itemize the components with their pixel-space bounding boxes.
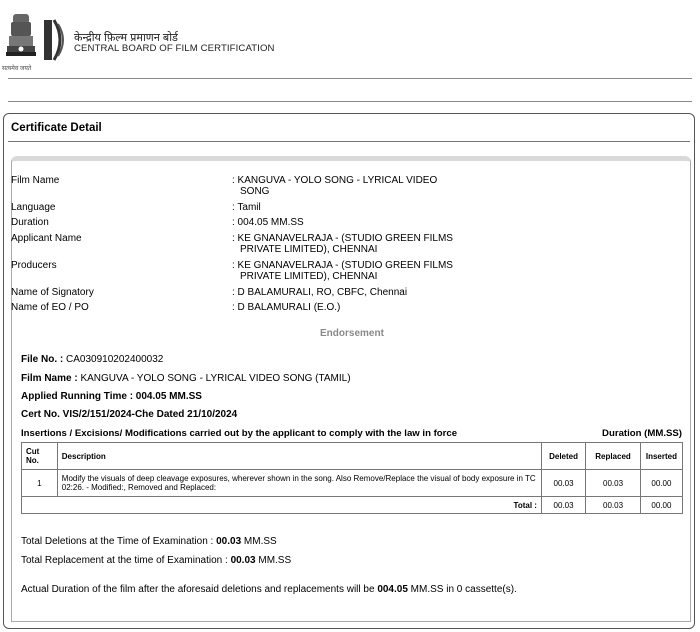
certificate-number: Cert No. VIS/2/151/2024-Che Dated 21/10/2024	[21, 409, 238, 420]
duration-unit-heading: Duration (MM.SS)	[602, 428, 682, 439]
total-deletions	[21, 536, 277, 547]
modifications-table	[21, 442, 683, 514]
endorsed-film-name-label: Film Name :	[21, 373, 78, 384]
page-header	[0, 0, 700, 80]
col-header-cut: Cut	[26, 447, 40, 456]
col-header-description: Description	[57, 443, 541, 470]
total-label: Total :	[22, 497, 542, 514]
actual-duration	[21, 584, 517, 595]
field-label-film-name: Film Name	[11, 175, 60, 186]
file-number-label: File No. :	[21, 354, 64, 365]
actual-duration-suffix: MM.SS in 0 cassette(s).	[407, 584, 517, 595]
endorsed-film-name-value: KANGUVA - YOLO SONG - LYRICAL VIDEO SONG (TAMIL)	[77, 373, 351, 384]
field-label-applicant: Applicant Name	[11, 233, 82, 244]
header-divider-bottom	[8, 101, 692, 102]
col-header-inserted: Inserted	[640, 443, 682, 470]
field-label-signatory: Name of Signatory	[11, 287, 94, 298]
field-value-film-name	[232, 175, 437, 197]
field-label-language: Language	[11, 202, 56, 213]
table-total-row	[22, 497, 683, 514]
field-label-eo-po: Name of EO / PO	[11, 302, 89, 313]
field-value-line: : KANGUVA - YOLO SONG - LYRICAL VIDEO	[232, 175, 438, 186]
cell-description: Modify the visuals of deep cleavage exposures, wherever shown in the song. Also Remove/Replace the visual of body exposure in TC 02:26. - Modified:, Removed and Replaced:	[57, 470, 541, 497]
col-header-cut-no	[22, 443, 58, 470]
field-label-producers: Producers	[11, 260, 57, 271]
cell-deleted: 00.03	[541, 470, 585, 497]
total-deleted: 00.03	[541, 497, 585, 514]
field-value-line: PRIVATE LIMITED), CHENNAI	[240, 244, 378, 255]
cell-replaced: 00.03	[586, 470, 641, 497]
actual-duration-prefix: Actual Duration of the film after the aforesaid deletions and replacements will be	[21, 584, 378, 595]
total-inserted: 00.00	[640, 497, 682, 514]
header-divider-top	[8, 78, 692, 79]
endorsed-film-name	[21, 373, 351, 384]
applied-running-time: Applied Running Time : 004.05 MM.SS	[21, 391, 202, 402]
field-value-duration: : 004.05 MM.SS	[232, 217, 304, 228]
certificate-content-box	[11, 156, 691, 622]
total-replacement-label: Total Replacement at the time of Examination :	[21, 555, 231, 566]
emblem-caption: सत्यमेव जयते	[2, 66, 32, 72]
total-replacement-unit: MM.SS	[255, 555, 292, 566]
total-deletions-value: 00.03	[216, 536, 242, 547]
total-deletions-label: Total Deletions at the Time of Examination :	[21, 536, 217, 547]
cell-inserted: 00.00	[640, 470, 682, 497]
total-replacement	[21, 555, 291, 566]
field-value-language: : Tamil	[232, 202, 261, 213]
board-name-english: CENTRAL BOARD OF FILM CERTIFICATION	[74, 43, 275, 54]
cell-cut-no: 1	[22, 470, 58, 497]
endorsement-heading: Endorsement	[320, 328, 384, 339]
table-row	[22, 470, 683, 497]
field-value-eo-po: : D BALAMURALI (E.O.)	[232, 302, 341, 313]
file-number-value: CA030910202400032	[63, 354, 164, 365]
cbfc-logo-icon	[42, 18, 68, 62]
panel-title-divider	[8, 141, 690, 142]
field-value-signatory: : D BALAMURALI, RO, CBFC, Chennai	[232, 287, 408, 298]
field-value-line: : KE GNANAVELRAJA - (STUDIO GREEN FILMS	[232, 233, 453, 244]
field-value-applicant	[232, 233, 453, 255]
total-replaced: 00.03	[586, 497, 641, 514]
field-value-producers	[232, 260, 453, 282]
table-header-row	[22, 443, 683, 470]
field-value-line: SONG	[240, 186, 270, 197]
field-value-line: PRIVATE LIMITED), CHENNAI	[240, 271, 378, 282]
board-name-hindi: केन्द्रीय फ़िल्म प्रमाणन बोर्ड	[74, 32, 178, 44]
panel-title: Certificate Detail	[11, 122, 102, 134]
col-header-replaced: Replaced	[586, 443, 641, 470]
total-replacement-value: 00.03	[230, 555, 256, 566]
field-label-duration: Duration	[11, 217, 49, 228]
col-header-no: No.	[26, 456, 39, 465]
insertions-heading: Insertions / Excisions/ Modifications carried out by the applicant to comply with the law in force	[21, 428, 458, 439]
total-deletions-unit: MM.SS	[241, 536, 277, 547]
file-number	[21, 354, 163, 365]
col-header-deleted: Deleted	[541, 443, 585, 470]
field-value-line: : KE GNANAVELRAJA - (STUDIO GREEN FILMS	[232, 260, 453, 271]
actual-duration-value: 004.05	[377, 584, 408, 595]
